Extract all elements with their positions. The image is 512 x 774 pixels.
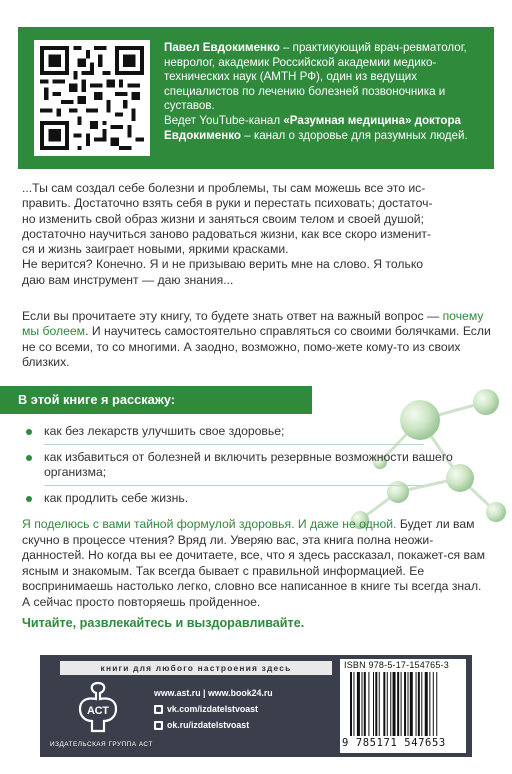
barcode-bar [397,672,399,736]
barcode-bar [375,672,377,736]
barcode-bar [421,672,422,736]
barcode-bar [390,672,391,736]
vk-text: vk.com/izdatelstvoast [167,704,258,714]
list-item [22,491,482,507]
author-channel-suffix: – канал о здоровье для разумных людей. [241,128,468,142]
barcode-bar [357,672,360,736]
author-box [18,27,494,169]
barcode-bar [362,672,363,736]
quote-line: ся и жизнь заиграет новыми, яркими красками. [22,242,289,257]
isbn-text: ISBN 978-5-17-154765-3 [344,660,449,670]
list-item-text: как без лекарств улучшить свое здоровье; [44,424,285,438]
divider [44,444,424,445]
barcode-bar [364,672,366,736]
logo-text: АСТ [86,705,110,717]
ok-icon [154,721,163,730]
bullet-icon [26,496,32,502]
barcode-bar [436,672,437,736]
slogan: Читайте, развлекайтесь и выздоравливайте. [22,616,305,630]
vk-icon [154,705,163,714]
barcode-bar [383,672,385,736]
quote-line: даю вам инструмент — даю знания... [22,272,234,287]
list-item-text: как продлить себе жизнь. [44,490,189,505]
closing-text: Будет ли вам скучно в процессе чтения? Вряд ли. Уверяю вас, эта книга полна неожи-данностей. Но когда вы ее дочитаете, все, что я здесь рассказал, покажет-ся вам ясным и знакомым. Так всегда бывает с правильной информацией. Ее воспринимаешь настолько легко, словно все написанное в книге ты всегда знал. А сейчас просто повторяешь пройденное. [22,517,486,609]
author-channel-name: «Разумная медицина» доктора Евдокименко [164,113,461,142]
barcode-bar [429,672,430,736]
barcode-bar [418,672,420,736]
barcode-icon [350,672,460,736]
barcode-bar [387,672,388,736]
section-band [0,386,312,414]
barcode-bar [416,672,417,736]
bullet-icon [26,429,32,435]
logo-caption: ИЗДАТЕЛЬСКАЯ ГРУППА АСТ [50,741,153,748]
intro-text-1: Если вы прочитаете эту книгу, то будете знать ответ на важный вопрос — [22,309,443,323]
closing-paragraph [22,517,492,611]
topics-list [22,424,482,509]
barcode-bar [368,672,369,736]
publisher-footer [40,655,472,757]
barcode-bar [410,672,413,736]
barcode-bar [350,672,352,736]
bullet-icon [26,455,32,461]
list-item [22,424,482,440]
divider [44,485,424,486]
barcode-bar [373,672,374,736]
ok-text: ok.ru/izdatelstvoast [167,720,250,730]
barcode-digits: 9 785171 547653 [342,737,446,749]
isbn-box [340,659,466,753]
list-item-text: как избавиться от болезней и включить резервные возможности вашего организма; [44,449,453,479]
qr-code-icon[interactable] [34,40,150,156]
footer-links [154,685,273,733]
closing-accent: Я поделюсь с вами тайной формулой здоровья. И даже не одной. [22,517,397,531]
intro-text-2: . И научитесь самостоятельно справляться со своими болячками. Если не со всеми, то со многими. А заодно, возможно, помо-жете кому-то из своих близких. [22,324,491,369]
author-name: Павел Евдокименко [164,41,280,54]
quote-line: достаточно научиться заново радоваться жизни, как все скоро изменит- [22,226,432,241]
qr-code-graphic [40,46,144,150]
vk-link[interactable] [154,701,273,717]
sites-text: www.ast.ru | www.book24.ru [154,688,273,698]
author-channel-prefix: Ведет YouTube-канал [164,113,284,127]
footer-tagline: книги для любого настроения здесь [60,661,332,675]
quote-line: ...Ты сам создал себе болезни и проблемы, ты сам можешь все это ис- [22,181,426,195]
barcode-bar [425,672,428,736]
barcode-bar [404,672,406,736]
barcode-bar [408,672,409,736]
barcode-bar [401,672,402,736]
intro-accent: почему мы болеем [22,309,484,339]
ast-logo-icon[interactable] [76,681,120,733]
quote-line: Не верится? Конечно. Я и не призываю верить мне на слово. Я только [22,257,424,272]
quote-line: но изменить свой образ жизни и заняться своим телом и своей душой; [22,211,424,226]
intro-paragraph [22,309,492,370]
author-bio-text: – практикующий врач-ревматолог, невролог, академик Российской академии медико-технических наук (АМТН РФ), один из ведущих специалистов по лечению болезней позвоночника и суставов. [164,41,467,113]
quote-block [22,181,492,288]
barcode-bar [433,672,434,736]
sites-link[interactable] [154,685,273,701]
section-title: В этой книге я расскажу: [18,392,176,407]
barcode-bar [393,672,396,736]
barcode-bar [353,672,354,736]
quote-line: править. Достаточно взять себя в руки и перестать психовать; достаточ- [22,196,433,211]
ok-link[interactable] [154,717,273,733]
barcode-bar [379,672,380,736]
author-bio [164,41,486,143]
list-item [22,450,482,481]
